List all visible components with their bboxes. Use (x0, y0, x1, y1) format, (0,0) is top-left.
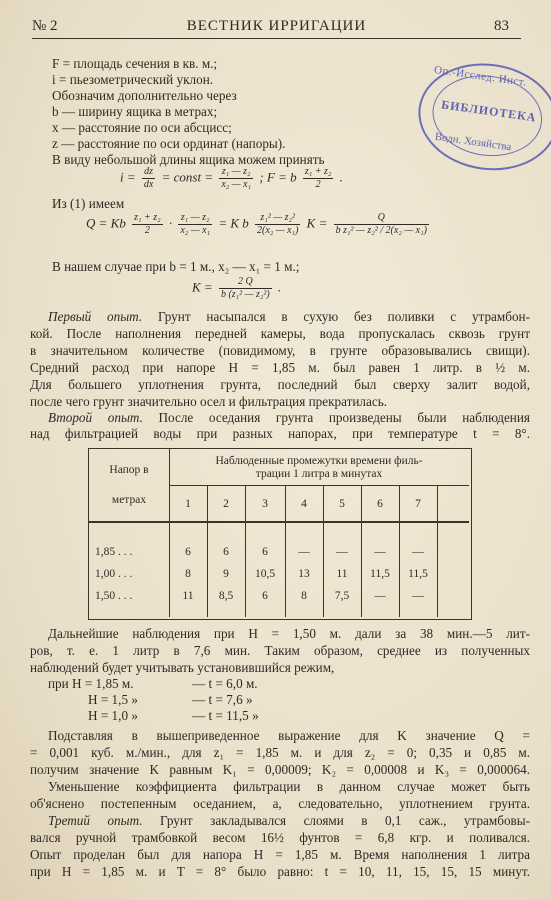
column-header: 2 (223, 498, 229, 510)
table-cell: 11,5 (370, 568, 390, 580)
definition-line: Обозначим дополнительно через (52, 88, 237, 103)
table-header-head-unit: метрах (111, 494, 147, 506)
table-cell: 11,5 (408, 568, 428, 580)
definition-line: z — расстояние по оси ординат (напоры). (52, 136, 286, 151)
table-cell: 10,5 (254, 568, 276, 580)
table-cell: 6 (262, 546, 268, 558)
table-cell: — (336, 546, 348, 558)
exp2-line: Второй опыт. После оседания грунта произведены были наблюдения (30, 410, 530, 427)
table-cell: 8 (185, 568, 191, 580)
stamp-bottom-text: Водн. Хозяйства (434, 130, 513, 154)
definition-line: В виду небольшой длины ящика можем принять (52, 152, 325, 167)
exp3-line: Третий опыт. Грунт закладывался слоями в 0,1 саж., утрамбовы- (30, 813, 530, 830)
case-line: В нашем случае при b = 1 м., x₂ — x₁ = 1 м.; (52, 259, 300, 274)
row-head: 1,50 . . . (95, 590, 133, 602)
exp3-label: Третий опыт. (48, 813, 143, 828)
exp1-line: в значительном количестве (повидимому, в грунте образовывались свищи). (30, 343, 530, 358)
exp2-line: над фильтрацией воды при разных напорах, при температуре t = 8°. (30, 426, 530, 441)
exp1-line: Первый опыт. Грунт насыпался в сухую без поливки с утрамбон- (30, 309, 530, 326)
table-cell: 9 (223, 568, 229, 580)
stamp-top-text: Оп.-Исслед. Инст. (433, 63, 528, 89)
exp1-line: Для большего уплотнения грунта, последний был сверху залит водой, (30, 377, 530, 392)
column-header: 6 (377, 498, 383, 510)
table-cell: — (412, 590, 424, 602)
table-cell: 6 (223, 546, 229, 558)
table-cell: — (374, 546, 386, 558)
journal-title: ВЕСТНИК ИРРИГАЦИИ (186, 18, 367, 34)
column-header: 1 (185, 498, 191, 510)
regime-list-a: при H = 1,85 м. (48, 676, 134, 691)
column-header: 5 (339, 498, 345, 510)
table-header-time-2: трации 1 литра в минутах (255, 468, 383, 480)
regime-list-a: H = 1,5 » (88, 692, 138, 707)
definition-line: i = пьезометрический уклон. (52, 72, 214, 87)
library-stamp (411, 55, 551, 182)
column-header: 3 (262, 498, 268, 510)
decrease-line: Уменьшение коэффициента фильтрации в данном случае может быть (48, 779, 530, 794)
table-cell: 13 (298, 568, 310, 580)
regime-list-b: — t = 6,0 м. (192, 676, 258, 691)
formula-coefficient: K = $\frac{2 Q}{\text{b (z₁² — z₂²)}}$ . (192, 276, 282, 300)
substitution-line: получим значение K равным K₁ = 0,00009; K₂ = 0,00008 и K₃ = 0,000064. (30, 762, 530, 777)
table-cell: — (374, 590, 386, 602)
formula-discharge: Q = Kb $\frac{\text{z₁ + z₂}}{2}$ · $\frac{\text{z₁ — z₂}}{\text{x₂ — x₁}}$ = K b $\frac{\text{z₁² — z₂²}}{\text{2(x₂ — x₁)}}$ K = $\frac{Q}{\text{b z₁² — z₂² / 2(x₂ — x₁)}}$ (86, 212, 427, 236)
table-cell: 8 (301, 590, 307, 602)
after-table-line: ров, т. е. 1 литр в 7,6 мин. Таким образом, среднее из полученных (30, 643, 530, 658)
after-table-line: Дальнейшие наблюдения при H = 1,50 м. дали за 38 мин.—5 лит- (48, 626, 530, 641)
table-header-head: Напор в (109, 464, 149, 476)
running-header (32, 16, 521, 39)
stamp-middle-text: БИБЛИОТЕКА (440, 97, 538, 125)
table-cell: — (298, 546, 310, 558)
row-head: 1,00 . . . (95, 568, 133, 580)
exp2-label: Второй опыт. (48, 410, 143, 425)
definition-line: x — расстояние по оси абсцисс; (52, 120, 232, 135)
regime-list-b: — t = 11,5 » (192, 708, 259, 723)
definition-line: b — ширину ящика в метрах; (52, 104, 218, 119)
regime-list-b: — t = 7,6 » (192, 692, 253, 707)
table-cell: 6 (262, 590, 268, 602)
exp3-line: вался ручной трамбовкой весом 16½ фунтов = 6,8 кгр. и поливался. (30, 830, 530, 845)
table-cell: 7,5 (334, 590, 350, 602)
decrease-line: об'яснено постепенным оседанием, а, следовательно, уплотнением грунта. (30, 796, 530, 811)
from-equation-line: Из (1) имеем (52, 196, 125, 211)
exp1-label: Первый опыт. (48, 309, 143, 324)
table-cell: 8,5 (218, 590, 234, 602)
issue-number: № 2 (32, 18, 58, 34)
regime-list-a: H = 1,0 » (88, 708, 138, 723)
formula-gradient: i = $\frac{dz}{dx}$ = const = $\frac{\text{z₁ — z₂}}{\text{x₂ — x₁}}$ ; F = b $\frac{\text{z₁ + z₂}}{2}$ . (120, 166, 343, 190)
after-table-line: наблюдений будет учитывать установившийся режим, (30, 660, 335, 675)
exp1-line: Средний расход при напоре H = 1,85 м. был равен 1 литр. в ½ м. (30, 360, 530, 375)
column-header: 7 (415, 498, 421, 510)
exp1-line: после чего грунт значительно осел и фильтрация прекратилась. (30, 394, 388, 409)
table-header-time: Наблюденные промежутки времени филь- (215, 455, 423, 467)
definition-line: F = площадь сечения в кв. м.; (52, 56, 218, 71)
exp1-line: кой. После наполнения передней камеры, вода пропускалась сквозь грунт (30, 326, 530, 341)
table-cell: 11 (182, 590, 194, 602)
results-table (88, 448, 472, 620)
substitution-line: Подставляя в вышеприведенное выражение для K значение Q = (48, 728, 530, 743)
exp3-line: при H = 1,85 м. и T = 8° было равно: t = 10, 11, 15, 15, 15 минут. (30, 864, 530, 879)
substitution-line: = 0,001 куб. м./мин., для z₁ = 1,85 м. и для z₂ = 0; 0,35 и 0,85 м. (30, 745, 530, 760)
table-cell: 6 (185, 546, 191, 558)
table-cell: 11 (336, 568, 348, 580)
page-number: 83 (494, 18, 509, 34)
table-cell: — (412, 546, 424, 558)
column-header: 4 (301, 498, 307, 510)
row-head: 1,85 . . . (95, 546, 133, 558)
exp3-line: Опыт проделан был для напора H = 1,85 м. Время наполнения 1 литра (30, 847, 530, 862)
